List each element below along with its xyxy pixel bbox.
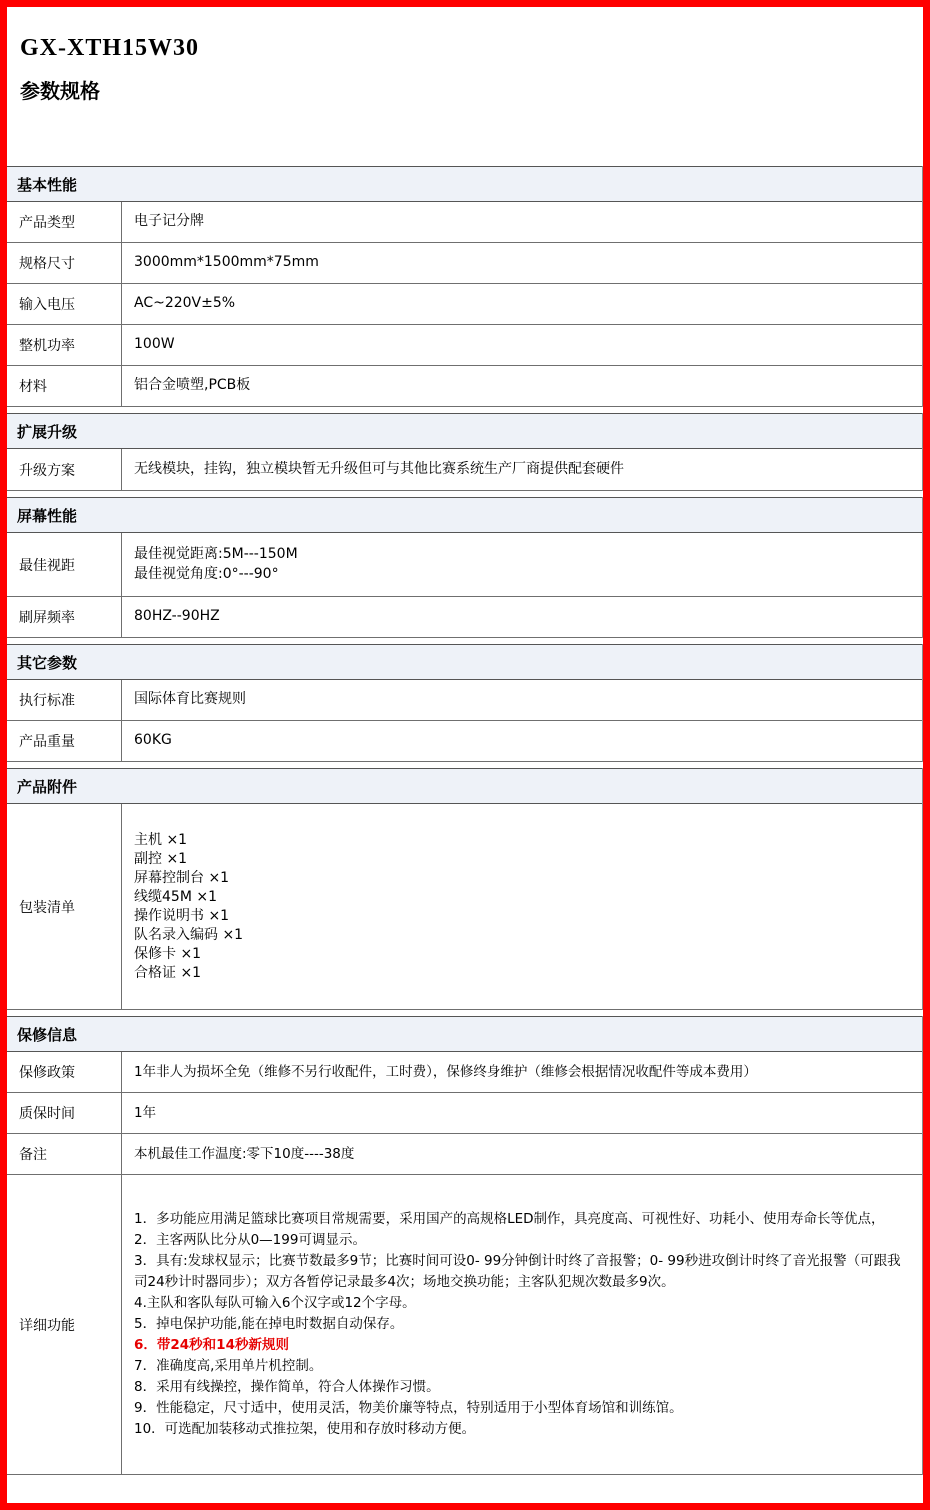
feature-line: 1．多功能应用满足篮球比赛项目常规需要，采用国产的高规格LED制作，具亮度高、可视性好、功耗小、使用寿命长等优点， bbox=[134, 1211, 885, 1227]
section-header: 扩展升级 bbox=[7, 413, 922, 449]
row-label: 执行标准 bbox=[7, 680, 122, 720]
feature-line: 9．性能稳定，尺寸适中，使用灵活，物美价廉等特点，特别适用于小型体育场馆和训练馆。 bbox=[134, 1400, 683, 1416]
section-header: 其它参数 bbox=[7, 644, 922, 680]
section-header: 基本性能 bbox=[7, 166, 922, 202]
package-item: 线缆45M ×1 bbox=[134, 888, 217, 905]
spec-row bbox=[7, 325, 922, 366]
row-label: 备注 bbox=[7, 1134, 122, 1174]
row-value: AC~220V±5% bbox=[134, 295, 236, 312]
spec-row bbox=[7, 804, 922, 1010]
row-label: 产品重量 bbox=[7, 721, 122, 761]
package-item: 合格证 ×1 bbox=[134, 964, 202, 981]
feature-line: 2．主客两队比分从0—199可调显示。 bbox=[134, 1232, 366, 1248]
section-basic-performance bbox=[7, 166, 923, 407]
row-label: 整机功率 bbox=[7, 325, 122, 365]
package-item: 队名录入编码 ×1 bbox=[134, 926, 244, 943]
spec-row bbox=[7, 680, 922, 721]
row-label: 材料 bbox=[7, 366, 122, 406]
row-value: 1年非人为损坏全免（维修不另行收配件，工时费），保修终身维护（维修会根据情况收配件等成本费用） bbox=[134, 1063, 757, 1080]
row-value: 80HZ--90HZ bbox=[134, 608, 220, 625]
row-value: 铝合金喷塑,PCB板 bbox=[134, 377, 251, 394]
spec-row bbox=[7, 202, 922, 243]
section-expansion-upgrade bbox=[7, 413, 923, 491]
value-line: 最佳视觉距离:5M---150M bbox=[134, 545, 298, 562]
row-label: 产品类型 bbox=[7, 202, 122, 242]
row-value bbox=[122, 804, 922, 1009]
row-value: 本机最佳工作温度:零下10度----38度 bbox=[134, 1145, 355, 1162]
feature-line: 5．掉电保护功能,能在掉电时数据自动保存。 bbox=[134, 1316, 404, 1332]
row-label: 刷屏频率 bbox=[7, 597, 122, 637]
section-header: 保修信息 bbox=[7, 1016, 922, 1052]
row-value: 电子记分牌 bbox=[134, 213, 204, 230]
row-value: 1年 bbox=[134, 1104, 157, 1121]
row-label: 输入电压 bbox=[7, 284, 122, 324]
row-value: 60KG bbox=[134, 732, 172, 749]
row-label: 最佳视距 bbox=[7, 533, 122, 596]
row-value: 3000mm*1500mm*75mm bbox=[134, 254, 319, 271]
section-warranty-info bbox=[7, 1016, 923, 1475]
page-header bbox=[7, 7, 923, 166]
row-label: 升级方案 bbox=[7, 449, 122, 490]
section-header: 产品附件 bbox=[7, 768, 922, 804]
row-value bbox=[122, 533, 922, 596]
section-product-accessories bbox=[7, 768, 923, 1010]
row-value: 国际体育比赛规则 bbox=[134, 691, 246, 708]
spec-row bbox=[7, 284, 922, 325]
feature-line: 8．采用有线操控，操作简单，符合人体操作习惯。 bbox=[134, 1379, 440, 1395]
spec-row bbox=[7, 533, 922, 597]
section-other-parameters bbox=[7, 644, 923, 762]
row-label: 包装清单 bbox=[7, 804, 122, 1009]
spec-row bbox=[7, 597, 922, 638]
row-label: 质保时间 bbox=[7, 1093, 122, 1133]
package-item: 主机 ×1 bbox=[134, 831, 188, 848]
feature-line: 7．准确度高,采用单片机控制。 bbox=[134, 1358, 323, 1374]
page-title: 参数规格 bbox=[20, 79, 100, 103]
spec-row bbox=[7, 449, 922, 491]
value-line: 最佳视觉角度:0°---90° bbox=[134, 565, 279, 582]
package-item: 副控 ×1 bbox=[134, 850, 188, 867]
section-screen-performance bbox=[7, 497, 923, 638]
product-code: GX-XTH15W30 bbox=[20, 35, 199, 61]
spec-row bbox=[7, 1175, 922, 1475]
package-item: 操作说明书 ×1 bbox=[134, 907, 230, 924]
feature-line: 3．具有:发球权显示；比赛节数最多9节；比赛时间可设0- 99分钟倒计时终了音报警；0- 99秒进攻倒计时终了音光报警（可跟我司24秒计时器同步）；双方各暂停记录最多4次；场地交换功能；主客队犯规次数最多9次。 bbox=[134, 1253, 901, 1290]
row-label: 规格尺寸 bbox=[7, 243, 122, 283]
feature-line-highlighted: 6．带24秒和14秒新规则 bbox=[134, 1337, 289, 1353]
spec-row bbox=[7, 1134, 922, 1175]
feature-line: 10．可选配加装移动式推拉架，使用和存放时移动方便。 bbox=[134, 1421, 476, 1437]
row-label: 详细功能 bbox=[7, 1175, 122, 1474]
spec-row bbox=[7, 243, 922, 284]
spec-row bbox=[7, 366, 922, 407]
package-item: 保修卡 ×1 bbox=[134, 945, 202, 962]
spec-row bbox=[7, 721, 922, 762]
spec-row bbox=[7, 1052, 922, 1093]
row-label: 保修政策 bbox=[7, 1052, 122, 1092]
row-value: 无线模块，挂钩，独立模块暂无升级但可与其他比赛系统生产厂商提供配套硬件 bbox=[134, 460, 624, 477]
section-header: 屏幕性能 bbox=[7, 497, 922, 533]
spec-row bbox=[7, 1093, 922, 1134]
row-value bbox=[122, 1175, 922, 1474]
package-item: 屏幕控制台 ×1 bbox=[134, 869, 230, 886]
row-value: 100W bbox=[134, 336, 175, 353]
feature-line: 4.主队和客队每队可输入6个汉字或12个字母。 bbox=[134, 1295, 416, 1311]
